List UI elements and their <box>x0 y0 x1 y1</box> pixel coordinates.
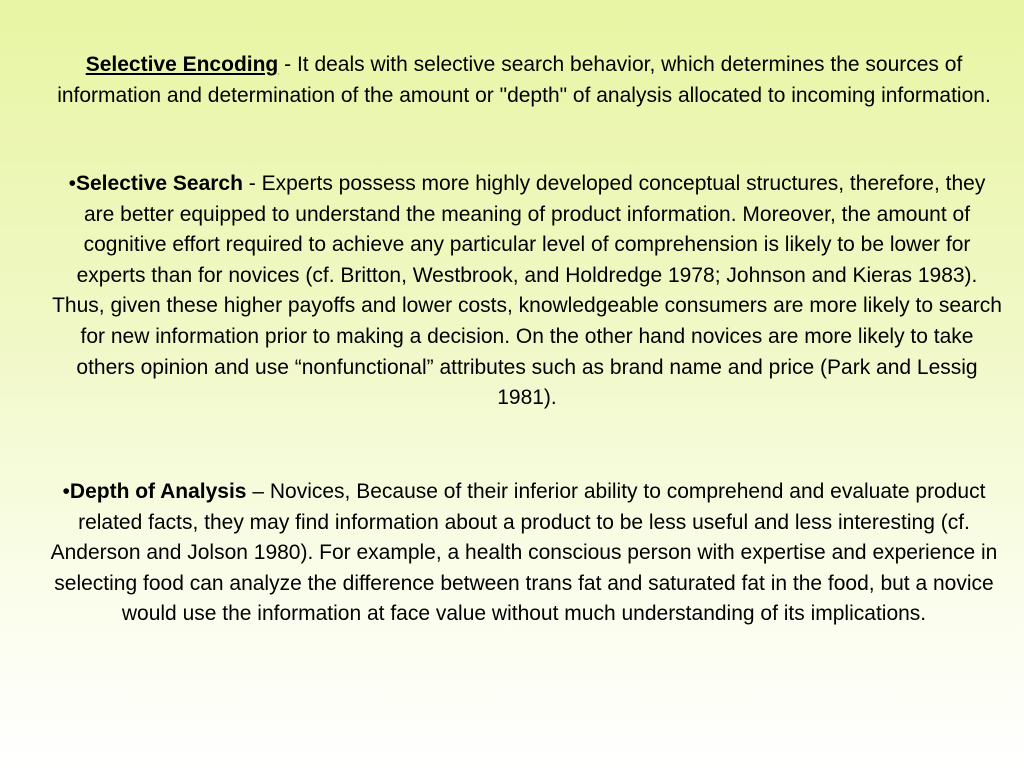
selective-search-body: Experts possess more highly developed conceptual structures, therefore, they are better equipped to understand the meaning of product information. Moreover, the amount of cognitive effort required to achieve any particular level of comprehension is likely to be lower for experts than for novices (cf. Britton, Westbrook, and Holdredge 1978; Johnson and Kieras 1983). Thus, given these higher payoffs and lower costs, knowledgeable consumers are more likely to search for new information prior to making a decision. On the other hand novices are more likely to take others opinion and use “nonfunctional” attributes such as brand name and price (Park and Lessig 1981). <box>52 172 1002 410</box>
bullet-icon: • <box>62 480 70 503</box>
depth-of-analysis-body: Novices, Because of their inferior ability to comprehend and evaluate product related facts, they may find information about a product to be less useful and less interesting (cf. Anderson and Jolson 1980). For example, a health conscious person with expertise and experience in selecting food can analyze the difference between trans fat and saturated fat in the food, but a novice would use the information at face value without much understanding of its implications. <box>50 480 998 626</box>
depth-of-analysis-separator: – <box>246 480 270 503</box>
selective-encoding-paragraph <box>44 50 1004 111</box>
selective-search-heading: Selective Search <box>76 172 243 195</box>
selective-encoding-separator: - <box>278 53 297 76</box>
selective-encoding-heading: Selective Encoding <box>85 53 279 76</box>
depth-of-analysis-heading: Depth of Analysis <box>69 480 247 503</box>
depth-of-analysis-paragraph <box>44 477 1004 630</box>
selective-search-separator: - <box>242 172 262 195</box>
selective-encoding-body: It deals with selective search behavior, which determines the sources of information and determination of the amount or "depth" of analysis allocated to incoming information. <box>57 53 991 107</box>
bullet-icon: • <box>68 172 76 195</box>
selective-search-paragraph <box>52 169 1002 414</box>
